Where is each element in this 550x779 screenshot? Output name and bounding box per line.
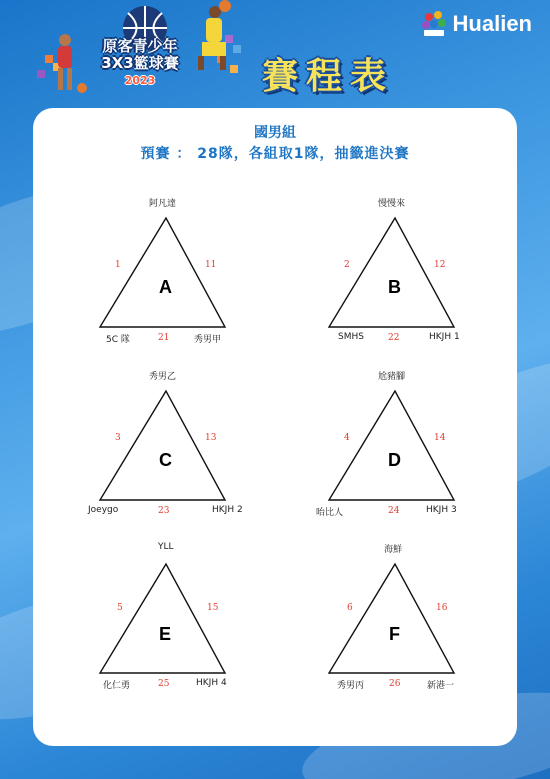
match-bottom-number: 21: [158, 333, 170, 343]
match-bottom-number: 24: [388, 506, 400, 516]
team-top: 阿凡達: [149, 199, 177, 209]
match-bottom-number: 26: [389, 679, 401, 689]
match-bottom-number: 25: [158, 679, 170, 689]
event-logo-line1: 原客青少年: [102, 37, 178, 55]
team-left: 咍比人: [316, 508, 344, 518]
team-right: HKJH 2: [212, 505, 243, 515]
group-triangle: [100, 564, 225, 673]
group-triangle: [100, 218, 225, 327]
group-letter: A: [159, 277, 172, 297]
event-logo-year: 2023: [124, 74, 156, 87]
match-bottom-number: 23: [158, 506, 170, 516]
group-triangle: [329, 564, 454, 673]
group-letter: B: [388, 277, 401, 297]
team-right: HKJH 3: [426, 505, 457, 515]
event-logo-line2: 3X3籃球賽: [101, 54, 179, 72]
match-right-number: 11: [205, 260, 217, 270]
division-heading: 國男組: [254, 125, 296, 141]
schedule-card: [33, 108, 517, 746]
group-letter: E: [159, 624, 172, 644]
match-left-number: 2: [344, 260, 350, 270]
team-right: 新港一: [427, 681, 455, 691]
rule-heading: 預賽 ： 28隊，各組取1隊，抽籤進決賽: [140, 146, 410, 162]
team-left: Joeygo: [88, 505, 119, 515]
group-triangle: [329, 218, 454, 327]
group-d: [316, 364, 522, 524]
group-b: [322, 191, 522, 351]
page-header: [0, 0, 550, 110]
brand-name: Hualien: [452, 11, 532, 36]
match-left-number: 5: [117, 603, 123, 613]
match-right-number: 13: [205, 433, 217, 443]
group-triangle: [100, 391, 225, 500]
match-right-number: 15: [207, 603, 219, 613]
team-top: YLL: [158, 542, 174, 552]
group-e: [93, 537, 293, 697]
team-right: 秀男甲: [194, 335, 222, 345]
match-right-number: 14: [434, 433, 446, 443]
team-left: SMHS: [338, 332, 364, 342]
match-left-number: 1: [115, 260, 121, 270]
match-bottom-number: 22: [388, 333, 400, 343]
group-a: [93, 191, 293, 351]
team-left: 化仁勇: [103, 681, 131, 691]
team-top: 尬豬腳: [378, 372, 406, 382]
match-left-number: 6: [347, 603, 353, 613]
group-f: [322, 537, 522, 697]
match-right-number: 12: [434, 260, 446, 270]
team-right: HKJH 4: [196, 678, 227, 688]
group-triangle: [329, 391, 454, 500]
team-top: 慢慢來: [378, 199, 406, 209]
page-title: 賽程表: [262, 56, 395, 97]
match-left-number: 4: [344, 433, 350, 443]
group-letter: F: [389, 624, 400, 644]
match-right-number: 16: [436, 603, 448, 613]
team-left: 秀男丙: [337, 681, 365, 691]
group-letter: C: [159, 450, 172, 470]
team-left: 5C 隊: [106, 335, 130, 345]
team-top: 秀男乙: [149, 372, 177, 382]
match-left-number: 3: [115, 433, 121, 443]
hualien-brand: [421, 10, 532, 38]
group-c: [88, 364, 293, 524]
team-top: 海鮮: [384, 545, 403, 555]
team-right: HKJH 1: [429, 332, 460, 342]
group-letter: D: [388, 450, 401, 470]
hualien-logo-icon: [421, 10, 447, 38]
event-logo-text: [98, 38, 182, 89]
